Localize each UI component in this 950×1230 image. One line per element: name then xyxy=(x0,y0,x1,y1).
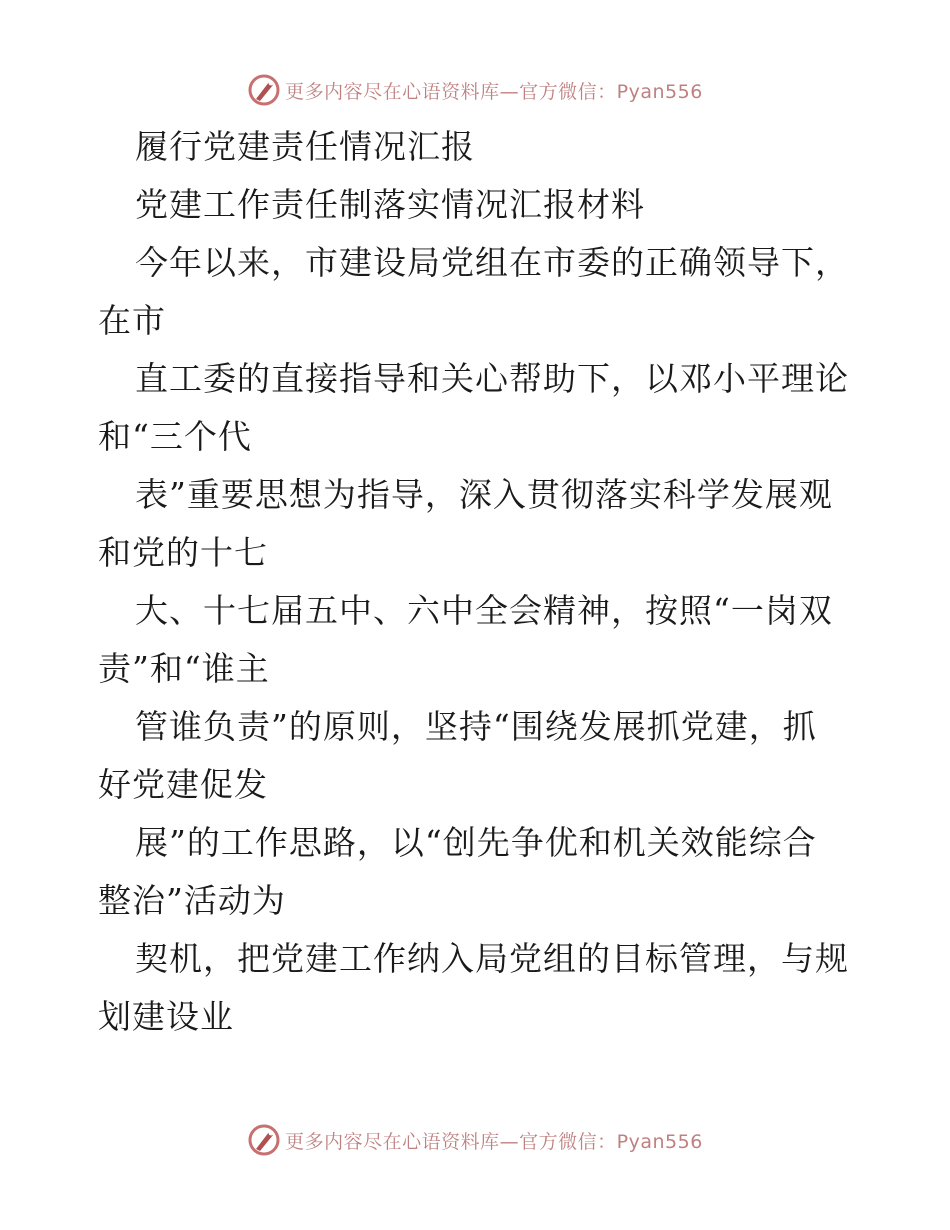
paragraph-line: 直工委的直接指导和关心帮助下，以邓小平理论 xyxy=(135,359,849,398)
footer-watermark xyxy=(0,1120,950,1160)
paragraph-line: 好党建促发 xyxy=(98,765,268,804)
pen-circle-logo-icon xyxy=(247,1123,281,1157)
paragraph-line: 展”的工作思路，以“创先争优和机关效能综合 xyxy=(135,823,817,862)
paragraph-line: 契机，把党建工作纳入局党组的目标管理，与规 xyxy=(135,939,849,978)
header-watermark xyxy=(0,70,950,110)
watermark-text: 更多内容尽在心语资料库—官方微信：Pyan556 xyxy=(285,1130,703,1153)
watermark-text: 更多内容尽在心语资料库—官方微信：Pyan556 xyxy=(285,80,703,103)
paragraph-line: 在市 xyxy=(98,301,166,340)
paragraph-line: 表”重要思想为指导，深入贯彻落实科学发展观 xyxy=(135,475,833,514)
paragraph-line: 整治”活动为 xyxy=(98,881,286,920)
document-subtitle: 党建工作责任制落实情况汇报材料 xyxy=(135,185,645,224)
paragraph-line: 责”和“谁主 xyxy=(98,649,270,688)
paragraph-line: 和党的十七 xyxy=(98,533,268,572)
paragraph-line: 管谁负责”的原则，坚持“围绕发展抓党建，抓 xyxy=(135,707,817,746)
paragraph-line: 大、十七届五中、六中全会精神，按照“一岗双 xyxy=(135,591,833,630)
paragraph-line: 今年以来，市建设局党组在市委的正确领导下， xyxy=(135,243,849,282)
pen-circle-logo-icon xyxy=(247,73,281,107)
paragraph-line: 和“三个代 xyxy=(98,417,252,456)
document-title: 履行党建责任情况汇报 xyxy=(135,127,475,166)
paragraph-line: 划建设业 xyxy=(98,997,234,1036)
